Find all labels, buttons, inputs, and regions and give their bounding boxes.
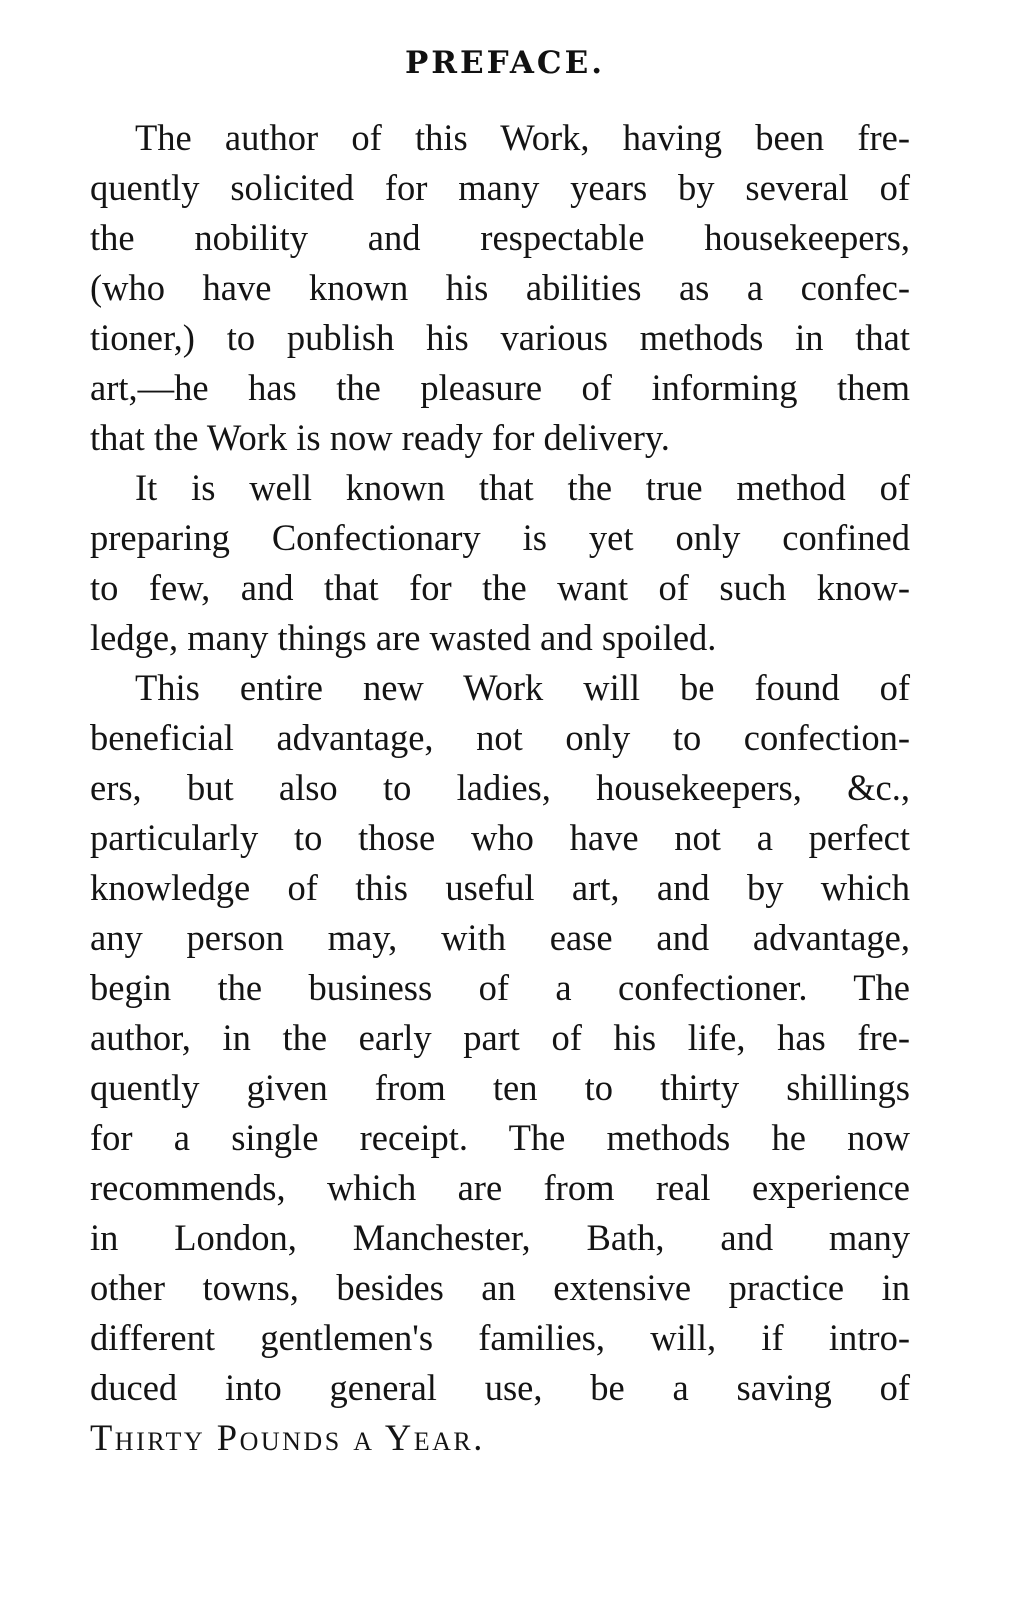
text-line: knowledge of this useful art, and by which — [90, 867, 910, 908]
text-line: duced into general use, be a saving of — [90, 1367, 910, 1408]
closing-line: Thirty Pounds a Year. — [90, 1417, 485, 1458]
text-line: for a single receipt. The methods he now — [90, 1117, 910, 1158]
text-line: preparing Confectionary is yet only confined — [90, 517, 910, 558]
text-line: art,—he has the pleasure of informing them — [90, 367, 910, 408]
text-line: beneficial advantage, not only to confection- — [90, 717, 910, 758]
text-line: ledge, many things are wasted and spoiled. — [90, 617, 717, 658]
text-line: different gentlemen's families, will, if intro- — [90, 1317, 910, 1358]
text-line: other towns, besides an extensive practice in — [90, 1267, 910, 1308]
text-line: ers, but also to ladies, housekeepers, &c., — [90, 767, 910, 808]
text-line: recommends, which are from real experience — [90, 1167, 910, 1208]
text-line: to few, and that for the want of such know- — [90, 567, 910, 608]
text-line: author, in the early part of his life, has fre- — [90, 1017, 910, 1058]
text-line: any person may, with ease and advantage, — [90, 917, 910, 958]
text-line: The author of this Work, having been fre- — [135, 117, 910, 158]
text-line: (who have known his abilities as a confec- — [90, 267, 910, 308]
text-line: begin the business of a confectioner. The — [90, 967, 910, 1008]
text-line: the nobility and respectable housekeepers, — [90, 217, 910, 258]
text-line: quently given from ten to thirty shillings — [90, 1067, 910, 1108]
text-line: particularly to those who have not a perfect — [90, 817, 910, 858]
text-line: that the Work is now ready for delivery. — [90, 417, 670, 458]
page-heading: PREFACE. — [404, 45, 606, 81]
text-line: This entire new Work will be found of — [135, 667, 910, 708]
text-line: It is well known that the true method of — [135, 467, 910, 508]
text-line: in London, Manchester, Bath, and many — [90, 1217, 910, 1258]
text-line: quently solicited for many years by several of — [90, 167, 910, 208]
text-line: tioner,) to publish his various methods in that — [90, 317, 910, 358]
